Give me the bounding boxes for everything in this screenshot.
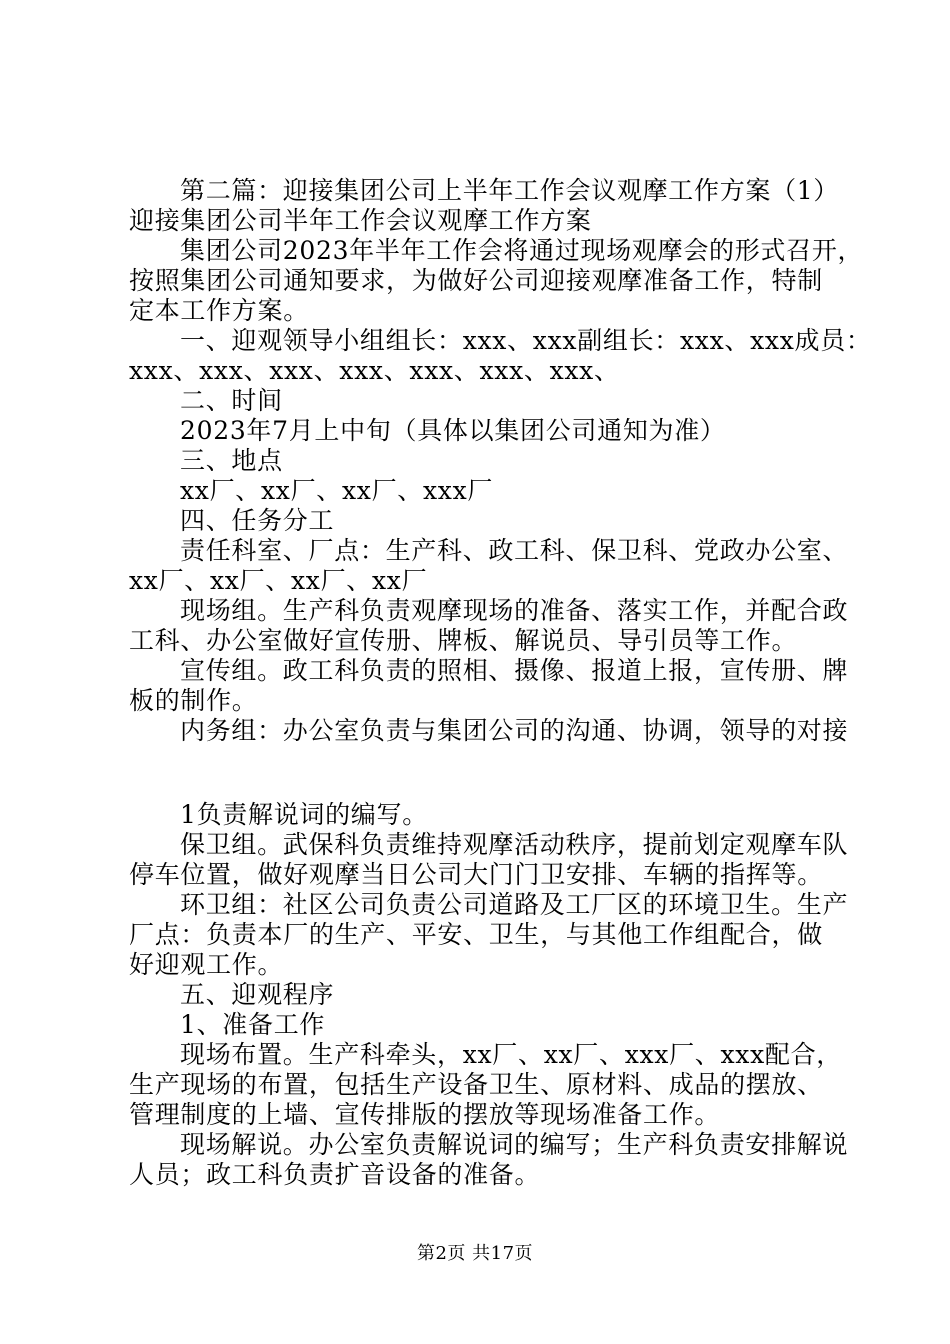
text-line: 二、时间 [180, 386, 283, 415]
text-line: 1、准备工作 [180, 1010, 326, 1039]
text-line: 工科、办公室做好宣传册、牌板、解说员、导引员等工作。 [129, 626, 798, 655]
paragraph-block [129, 800, 849, 1190]
text-line: 停车位置，做好观摩当日公司大门门卫安排、车辆的指挥等。 [129, 860, 823, 889]
text-line: 生产现场的布置，包括生产设备卫生、原材料、成品的摆放、 [129, 1070, 823, 1099]
text-line: 现场布置。生产科牵头，xx厂、xx厂、xxx厂、xxx配合， [180, 1040, 842, 1069]
paragraph-gap [129, 746, 841, 800]
document-subtitle: 迎接集团公司半年工作会议观摩工作方案 [129, 206, 592, 235]
text-line: 环卫组：社区公司负责公司道路及工厂区的环境卫生。生产 [180, 890, 849, 919]
text-line: xx厂、xx厂、xx厂、xxx厂 [180, 476, 494, 505]
text-line: 宣传组。政工科负责的照相、摄像、报道上报，宣传册、牌 [180, 656, 849, 685]
text-line: 厂点：负责本厂的生产、平安、卫生，与其他工作组配合，做 [129, 920, 823, 949]
text-line: 好迎观工作。 [129, 950, 284, 979]
text-line: 责任科室、厂点：生产科、政工科、保卫科、党政办公室、 [180, 536, 849, 565]
text-line: 2023年7月上中旬（具体以集团公司通知为准） [180, 416, 726, 445]
text-line: 管理制度的上墙、宣传排版的摆放等现场准备工作。 [129, 1100, 721, 1129]
text-line: 1负责解说词的编写。 [180, 800, 428, 829]
page-number-footer: 第2页 共17页 [416, 1243, 534, 1264]
text-line: 内务组：办公室负责与集团公司的沟通、协调，领导的对接 [180, 716, 849, 745]
document-body [129, 176, 872, 1190]
paragraph-block [129, 236, 872, 746]
text-line: 定本工作方案。 [129, 296, 309, 325]
text-line: 四、任务分工 [180, 506, 335, 535]
text-line: 板的制作。 [129, 686, 258, 715]
text-line: 现场组。生产科负责观摩现场的准备、落实工作，并配合政 [180, 596, 849, 625]
text-line: 人员；政工科负责扩音设备的准备。 [129, 1160, 541, 1189]
document-title: 第二篇：迎接集团公司上半年工作会议观摩工作方案（1） [180, 176, 840, 205]
text-line: 集团公司2023年半年工作会将通过现场观摩会的形式召开， [180, 236, 864, 265]
text-line: 一、迎观领导小组组长：xxx、xxx副组长：xxx、xxx成员： [180, 326, 872, 355]
text-line: xxx、xxx、xxx、xxx、xxx、xxx、xxx、 [129, 356, 620, 385]
text-line: 保卫组。武保科负责维持观摩活动秩序，提前划定观摩车队 [180, 830, 849, 859]
text-line: xx厂、xx厂、xx厂、xx厂 [129, 566, 428, 595]
text-line: 按照集团公司通知要求，为做好公司迎接观摩准备工作，特制 [129, 266, 823, 295]
text-line: 现场解说。办公室负责解说词的编写；生产科负责安排解说 [180, 1130, 849, 1159]
text-line: 三、地点 [180, 446, 283, 475]
text-line: 五、迎观程序 [180, 980, 335, 1009]
